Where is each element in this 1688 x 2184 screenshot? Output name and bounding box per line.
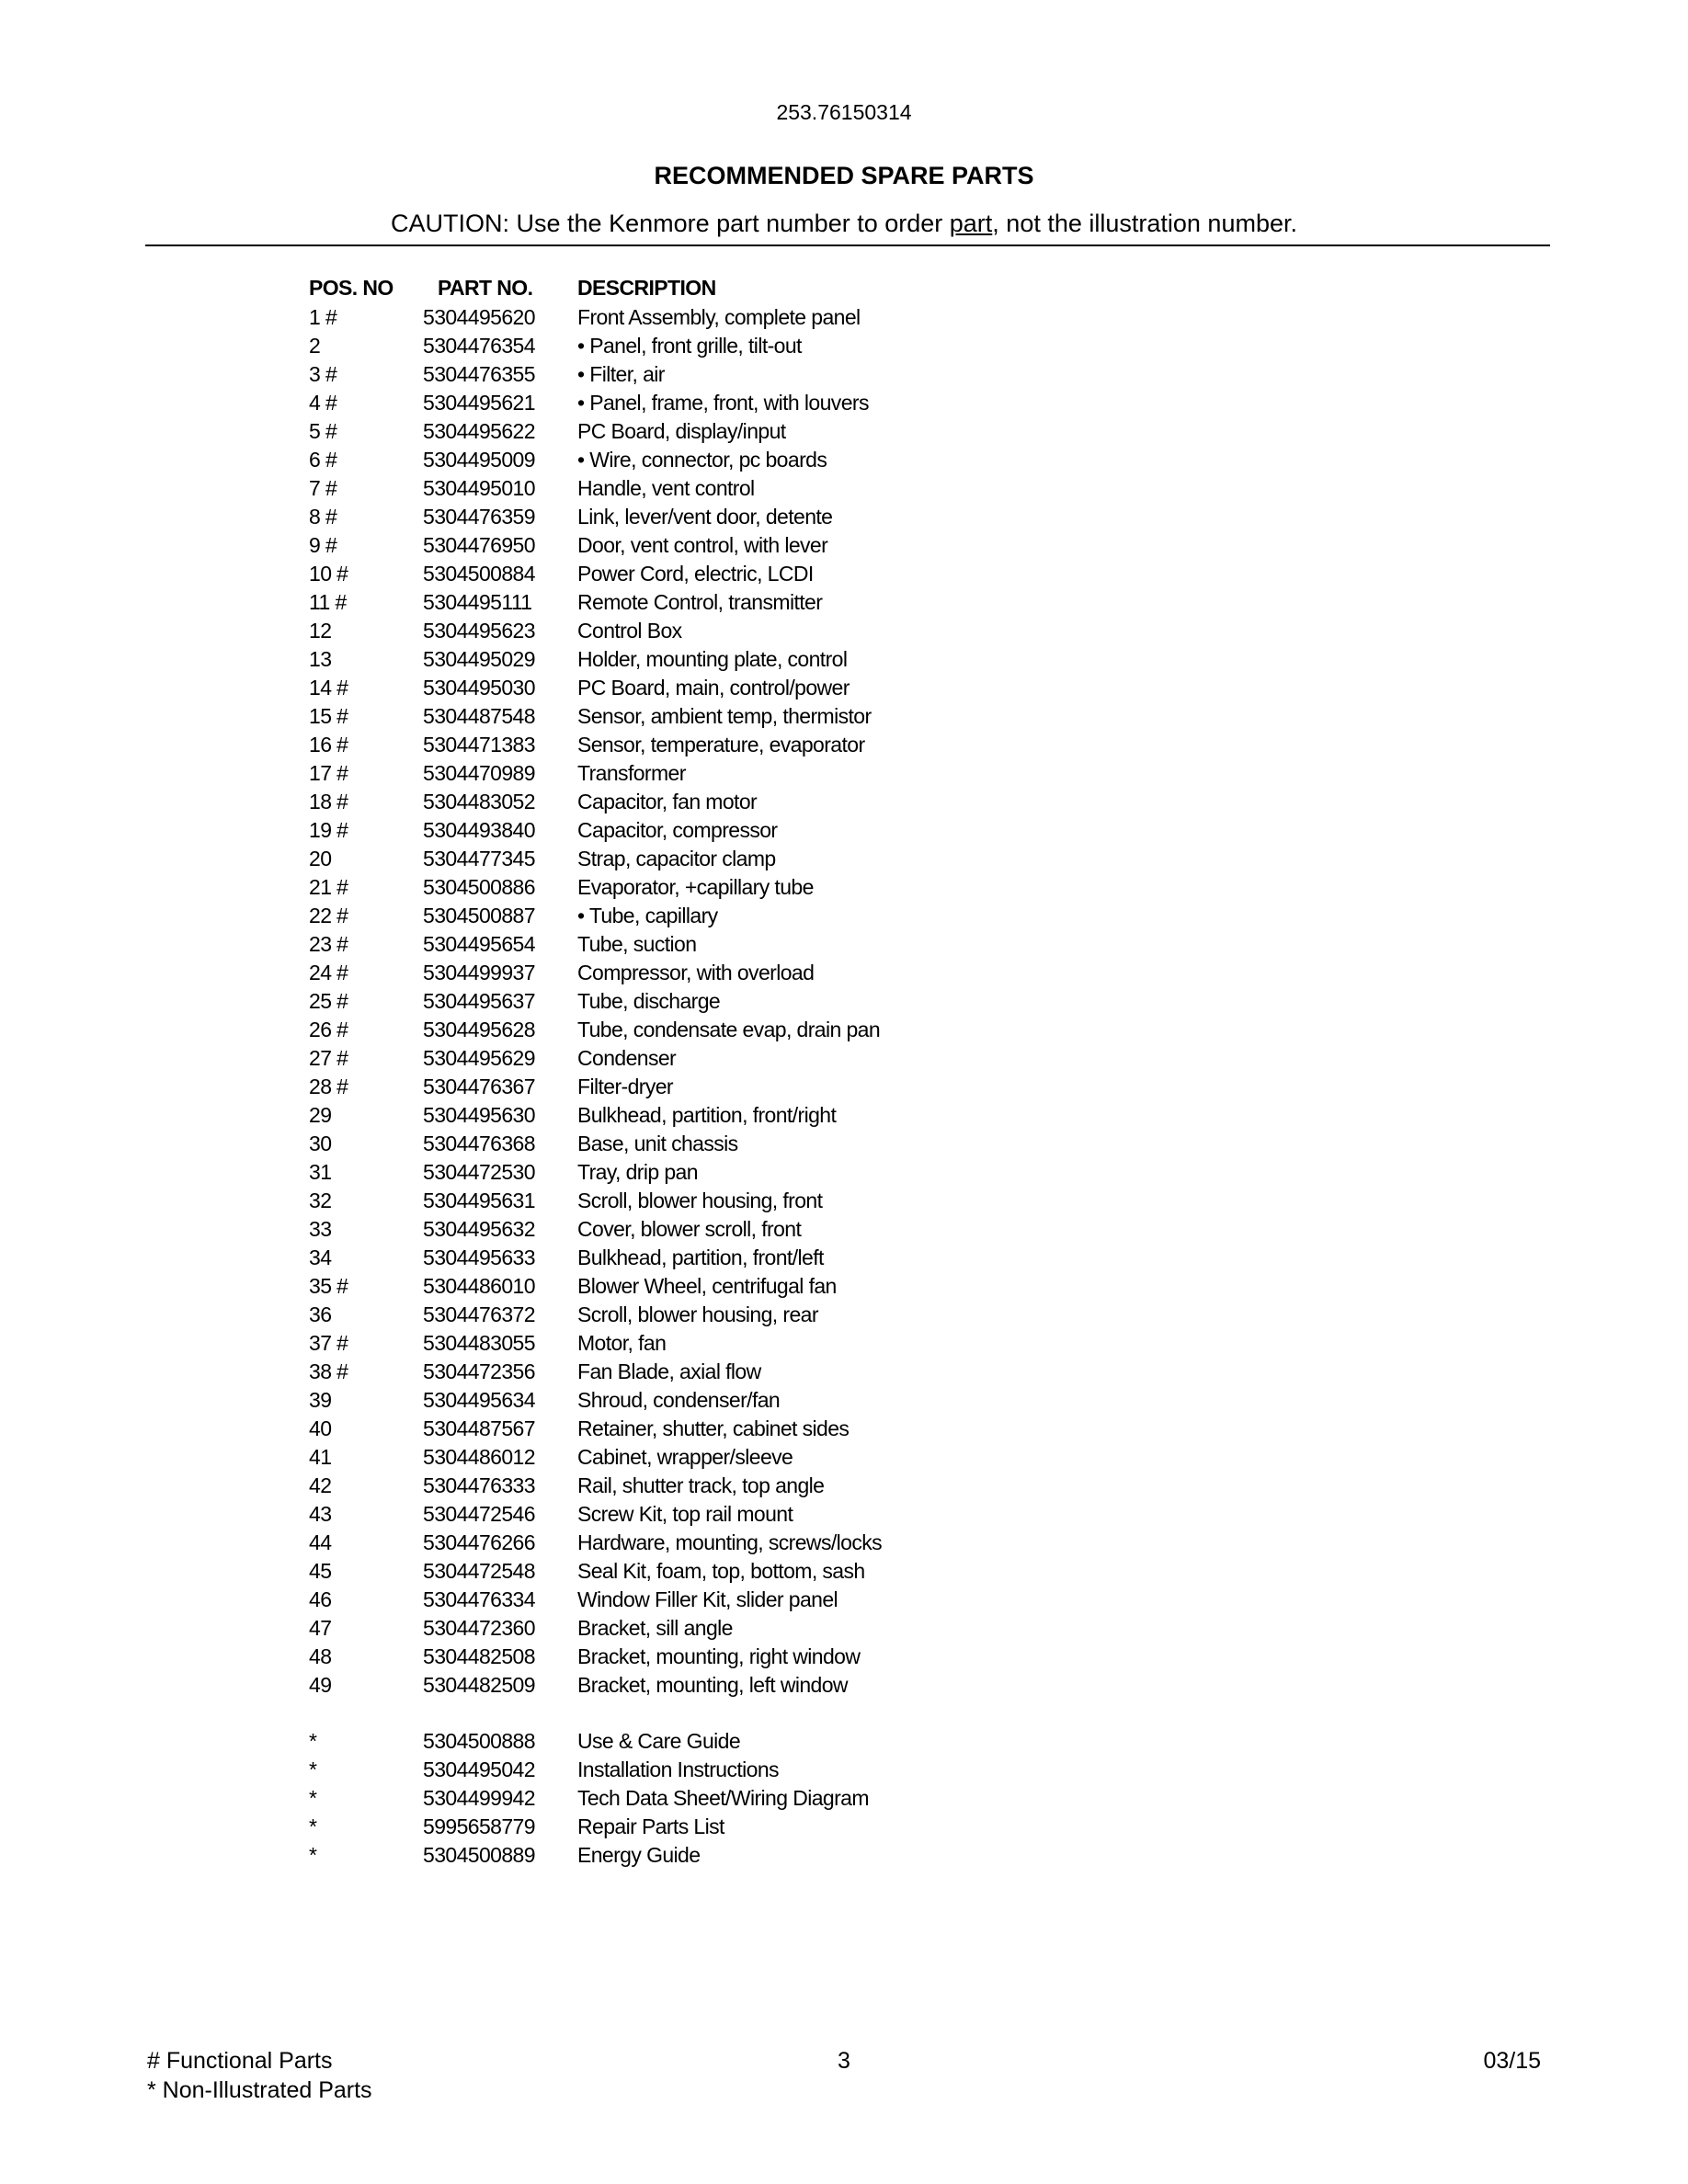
- table-row: [309, 1358, 952, 1386]
- description-cell: PC Board, main, control/power: [577, 676, 850, 700]
- pos-cell: 11 #: [309, 590, 347, 614]
- table-row: [309, 1586, 952, 1614]
- pos-cell: *: [309, 1729, 317, 1753]
- part-number-cell: 5304472548: [423, 1559, 535, 1583]
- pos-cell: 24 #: [309, 961, 348, 984]
- table-row: [309, 1614, 952, 1643]
- description-cell: Filter-dryer: [577, 1075, 673, 1098]
- pos-cell: 32: [309, 1189, 332, 1212]
- part-number-cell: 5304487567: [423, 1416, 535, 1440]
- table-row: [309, 788, 952, 816]
- page-title: RECOMMENDED SPARE PARTS: [654, 162, 1034, 189]
- table-row: [309, 503, 952, 531]
- part-number-cell: 5304476355: [423, 362, 535, 386]
- pos-cell: 33: [309, 1217, 332, 1241]
- pos-cell: 13: [309, 647, 332, 671]
- description-cell: Shroud, condenser/fan: [577, 1388, 781, 1412]
- table-row: [309, 389, 952, 417]
- part-number-cell: 5304495030: [423, 676, 535, 700]
- part-number-cell: 5304495029: [423, 647, 535, 671]
- table-row: [309, 1500, 952, 1529]
- part-number-cell: 5304486012: [423, 1445, 535, 1469]
- part-number-cell: 5304476372: [423, 1302, 535, 1326]
- part-number-cell: 5304471383: [423, 733, 535, 756]
- pos-cell: 1 #: [309, 305, 337, 329]
- part-number-cell: 5304476354: [423, 334, 535, 358]
- pos-cell: 19 #: [309, 818, 348, 842]
- table-row: [309, 1557, 952, 1586]
- table-row: [309, 1130, 952, 1158]
- table-row: [309, 702, 952, 731]
- part-number-cell: 5304482508: [423, 1644, 535, 1668]
- table-row: [309, 1187, 952, 1215]
- pos-cell: *: [309, 1814, 317, 1838]
- pos-cell: 27 #: [309, 1046, 348, 1070]
- description-cell: Energy Guide: [577, 1843, 701, 1867]
- description-cell: Use & Care Guide: [577, 1729, 741, 1753]
- table-row: [309, 873, 952, 902]
- pos-cell: 18 #: [309, 790, 348, 813]
- description-cell: Transformer: [577, 761, 686, 785]
- description-cell: Control Box: [577, 619, 682, 643]
- description-cell: Scroll, blower housing, rear: [577, 1302, 818, 1326]
- table-row: [309, 1386, 952, 1415]
- pos-cell: 34: [309, 1246, 332, 1269]
- description-cell: Sensor, temperature, evaporator: [577, 733, 865, 756]
- table-row: [309, 1643, 952, 1671]
- description-cell: Bracket, mounting, right window: [577, 1644, 861, 1668]
- pos-cell: 8 #: [309, 505, 337, 529]
- table-row: [309, 959, 952, 987]
- caution-note: [0, 208, 1688, 239]
- part-number-cell: 5304476950: [423, 533, 535, 557]
- table-row: [309, 1443, 952, 1472]
- part-number-cell: 5304472356: [423, 1359, 535, 1383]
- table-row: [309, 303, 952, 332]
- part-number-cell: 5304495630: [423, 1103, 535, 1127]
- table-row: [309, 1158, 952, 1187]
- table-row: [309, 531, 952, 560]
- pos-cell: *: [309, 1843, 317, 1867]
- part-number-cell: 5304495010: [423, 476, 535, 500]
- pos-cell: 38 #: [309, 1359, 348, 1383]
- pos-cell: 41: [309, 1445, 332, 1469]
- pos-cell: 43: [309, 1502, 332, 1526]
- table-row: [309, 560, 952, 588]
- part-number-cell: 5304500886: [423, 875, 535, 899]
- description-cell: Tech Data Sheet/Wiring Diagram: [577, 1786, 869, 1810]
- table-row: [309, 1756, 952, 1784]
- part-number-cell: 5304476266: [423, 1530, 535, 1554]
- part-number-cell: 5304477345: [423, 847, 535, 870]
- description-cell: • Tube, capillary: [577, 904, 718, 927]
- part-number-cell: 5304482509: [423, 1673, 535, 1697]
- part-number-cell: 5304493840: [423, 818, 535, 842]
- table-row: [309, 1215, 952, 1244]
- part-number-cell: 5304472360: [423, 1616, 535, 1640]
- part-number-cell: 5304499942: [423, 1786, 535, 1810]
- description-cell: Handle, vent control: [577, 476, 755, 500]
- description-cell: Installation Instructions: [577, 1757, 779, 1781]
- pos-cell: 42: [309, 1473, 332, 1497]
- part-number-cell: 5304487548: [423, 704, 535, 728]
- part-number-cell: 5995658779: [423, 1814, 535, 1838]
- part-number-cell: 5304495620: [423, 305, 535, 329]
- table-row: [309, 360, 952, 389]
- description-cell: Bracket, sill angle: [577, 1616, 733, 1640]
- part-number-cell: 5304495654: [423, 932, 535, 956]
- part-number-cell: 5304476368: [423, 1132, 535, 1155]
- description-cell: Tube, suction: [577, 932, 697, 956]
- part-number-cell: 5304495623: [423, 619, 535, 643]
- description-cell: Cabinet, wrapper/sleeve: [577, 1445, 793, 1469]
- description-cell: Compressor, with overload: [577, 961, 815, 984]
- pos-cell: 28 #: [309, 1075, 348, 1098]
- table-row: [309, 930, 952, 959]
- model-number: 253.76150314: [776, 100, 912, 124]
- description-cell: Cover, blower scroll, front: [577, 1217, 802, 1241]
- pos-cell: 49: [309, 1673, 332, 1697]
- pos-cell: 20: [309, 847, 332, 870]
- part-number-cell: 5304495634: [423, 1388, 535, 1412]
- caution-prefix: CAUTION: Use the Kenmore part number to order: [391, 210, 950, 237]
- table-row: [309, 446, 952, 474]
- description-cell: Holder, mounting plate, control: [577, 647, 848, 671]
- description-cell: Tube, condensate evap, drain pan: [577, 1018, 881, 1041]
- part-number-cell: 5304495111: [423, 590, 532, 614]
- pos-cell: 2: [309, 334, 321, 358]
- table-row: [309, 332, 952, 360]
- parts-rows: [309, 303, 952, 1700]
- part-number-cell: 5304495622: [423, 419, 535, 443]
- pos-cell: 14 #: [309, 676, 348, 700]
- table-row: [309, 1415, 952, 1443]
- pos-cell: 48: [309, 1644, 332, 1668]
- pos-cell: 21 #: [309, 875, 348, 899]
- description-cell: Capacitor, fan motor: [577, 790, 758, 813]
- part-number-cell: 5304495632: [423, 1217, 535, 1241]
- page-number: 3: [838, 2048, 850, 2074]
- table-row: [309, 1529, 952, 1557]
- part-number-cell: 5304495629: [423, 1046, 535, 1070]
- legend-functional: # Functional Parts: [147, 2048, 333, 2074]
- table-row: [309, 845, 952, 873]
- pos-cell: 30: [309, 1132, 332, 1155]
- part-number-cell: 5304500887: [423, 904, 535, 927]
- pos-cell: 5 #: [309, 419, 337, 443]
- pos-cell: 6 #: [309, 448, 337, 472]
- pos-cell: 44: [309, 1530, 332, 1554]
- description-cell: Tube, discharge: [577, 989, 721, 1013]
- pos-cell: 25 #: [309, 989, 348, 1013]
- pos-cell: 46: [309, 1587, 332, 1611]
- description-cell: Seal Kit, foam, top, bottom, sash: [577, 1559, 865, 1583]
- caution-suffix: , not the illustration number.: [992, 210, 1297, 237]
- pos-cell: 47: [309, 1616, 332, 1640]
- table-row: [309, 588, 952, 617]
- pos-cell: 39: [309, 1388, 332, 1412]
- table-row: [309, 1671, 952, 1700]
- description-cell: PC Board, display/input: [577, 419, 786, 443]
- description-cell: Power Cord, electric, LCDI: [577, 562, 814, 586]
- part-number-cell: 5304483052: [423, 790, 535, 813]
- part-number-cell: 5304495009: [423, 448, 535, 472]
- pos-cell: 22 #: [309, 904, 348, 927]
- table-gap: [309, 1700, 952, 1727]
- description-cell: Screw Kit, top rail mount: [577, 1502, 793, 1526]
- pos-cell: 17 #: [309, 761, 348, 785]
- table-row: [309, 617, 952, 645]
- description-cell: Window Filler Kit, slider panel: [577, 1587, 838, 1611]
- description-cell: Sensor, ambient temp, thermistor: [577, 704, 872, 728]
- part-number-cell: 5304495042: [423, 1757, 535, 1781]
- pos-cell: 3 #: [309, 362, 337, 386]
- part-number-cell: 5304500884: [423, 562, 535, 586]
- part-number-cell: 5304495633: [423, 1246, 535, 1269]
- description-cell: Fan Blade, axial flow: [577, 1359, 761, 1383]
- pos-cell: 4 #: [309, 391, 337, 415]
- table-row: [309, 1016, 952, 1044]
- description-cell: Bulkhead, partition, front/left: [577, 1246, 824, 1269]
- part-number-cell: 5304476367: [423, 1075, 535, 1098]
- description-cell: Motor, fan: [577, 1331, 667, 1355]
- pos-cell: 31: [309, 1160, 332, 1184]
- part-number-cell: 5304486010: [423, 1274, 535, 1298]
- table-row: [309, 987, 952, 1016]
- pos-cell: 9 #: [309, 533, 337, 557]
- description-cell: Bracket, mounting, left window: [577, 1673, 848, 1697]
- description-cell: Strap, capacitor clamp: [577, 847, 776, 870]
- part-number-cell: 5304476359: [423, 505, 535, 529]
- part-number-cell: 5304500889: [423, 1843, 535, 1867]
- part-number-cell: 5304470989: [423, 761, 535, 785]
- revision-date: 03/15: [1483, 2048, 1541, 2074]
- pos-cell: 37 #: [309, 1331, 348, 1355]
- table-row: [309, 1813, 952, 1841]
- table-row: [309, 816, 952, 845]
- description-cell: • Filter, air: [577, 362, 665, 386]
- description-cell: • Panel, frame, front, with louvers: [577, 391, 869, 415]
- part-number-cell: 5304476333: [423, 1473, 535, 1497]
- pos-cell: 23 #: [309, 932, 348, 956]
- table-row: [309, 1329, 952, 1358]
- part-number-cell: 5304500888: [423, 1729, 535, 1753]
- description-cell: Tray, drip pan: [577, 1160, 698, 1184]
- table-row: [309, 902, 952, 930]
- part-number-cell: 5304483055: [423, 1331, 535, 1355]
- description-cell: Blower Wheel, centrifugal fan: [577, 1274, 837, 1298]
- description-cell: Repair Parts List: [577, 1814, 724, 1838]
- description-cell: Base, unit chassis: [577, 1132, 738, 1155]
- part-number-cell: 5304499937: [423, 961, 535, 984]
- description-cell: Scroll, blower housing, front: [577, 1189, 823, 1212]
- part-number-cell: 5304472530: [423, 1160, 535, 1184]
- description-cell: • Wire, connector, pc boards: [577, 448, 827, 472]
- description-cell: Hardware, mounting, screws/locks: [577, 1530, 883, 1554]
- pos-cell: 40: [309, 1416, 332, 1440]
- description-cell: Capacitor, compressor: [577, 818, 778, 842]
- table-row: [309, 1472, 952, 1500]
- description-cell: Door, vent control, with lever: [577, 533, 828, 557]
- pos-cell: 45: [309, 1559, 332, 1583]
- pos-cell: 36: [309, 1302, 332, 1326]
- table-row: [309, 1272, 952, 1301]
- table-row: [309, 1727, 952, 1756]
- table-row: [309, 731, 952, 759]
- part-number-cell: 5304495631: [423, 1189, 535, 1212]
- pos-cell: 26 #: [309, 1018, 348, 1041]
- table-row: [309, 1044, 952, 1073]
- pos-cell: 10 #: [309, 562, 348, 586]
- pos-cell: 35 #: [309, 1274, 348, 1298]
- column-header-description: DESCRIPTION: [577, 276, 716, 300]
- legend-non-illustrated: * Non-Illustrated Parts: [147, 2077, 372, 2103]
- table-row: [309, 1784, 952, 1813]
- pos-cell: *: [309, 1786, 317, 1810]
- table-row: [309, 1073, 952, 1101]
- description-cell: • Panel, front grille, tilt-out: [577, 334, 802, 358]
- part-number-cell: 5304495621: [423, 391, 535, 415]
- non-illustrated-rows: [309, 1727, 952, 1870]
- description-cell: Retainer, shutter, cabinet sides: [577, 1416, 850, 1440]
- part-number-cell: 5304495628: [423, 1018, 535, 1041]
- pos-cell: 7 #: [309, 476, 337, 500]
- pos-cell: 15 #: [309, 704, 348, 728]
- table-row: [309, 417, 952, 446]
- description-cell: Condenser: [577, 1046, 677, 1070]
- table-row: [309, 645, 952, 674]
- table-row: [309, 1301, 952, 1329]
- table-row: [309, 474, 952, 503]
- pos-cell: 29: [309, 1103, 332, 1127]
- caution-underlined: part: [949, 210, 993, 237]
- description-cell: Rail, shutter track, top angle: [577, 1473, 825, 1497]
- header-divider: [145, 245, 1550, 246]
- parts-table: [309, 272, 952, 1870]
- part-number-cell: 5304495637: [423, 989, 535, 1013]
- table-row: [309, 1101, 952, 1130]
- table-row: [309, 674, 952, 702]
- part-number-cell: 5304472546: [423, 1502, 535, 1526]
- description-cell: Evaporator, +capillary tube: [577, 875, 814, 899]
- pos-cell: 12: [309, 619, 332, 643]
- column-header-part: PART NO.: [438, 276, 533, 300]
- pos-cell: 16 #: [309, 733, 348, 756]
- table-row: [309, 1244, 952, 1272]
- description-cell: Bulkhead, partition, front/right: [577, 1103, 837, 1127]
- table-row: [309, 759, 952, 788]
- description-cell: Remote Control, transmitter: [577, 590, 823, 614]
- description-cell: Front Assembly, complete panel: [577, 305, 861, 329]
- pos-cell: *: [309, 1757, 317, 1781]
- part-number-cell: 5304476334: [423, 1587, 535, 1611]
- column-header-pos: POS. NO: [309, 276, 393, 300]
- table-header-row: [309, 272, 952, 303]
- description-cell: Link, lever/vent door, detente: [577, 505, 833, 529]
- table-row: [309, 1841, 952, 1870]
